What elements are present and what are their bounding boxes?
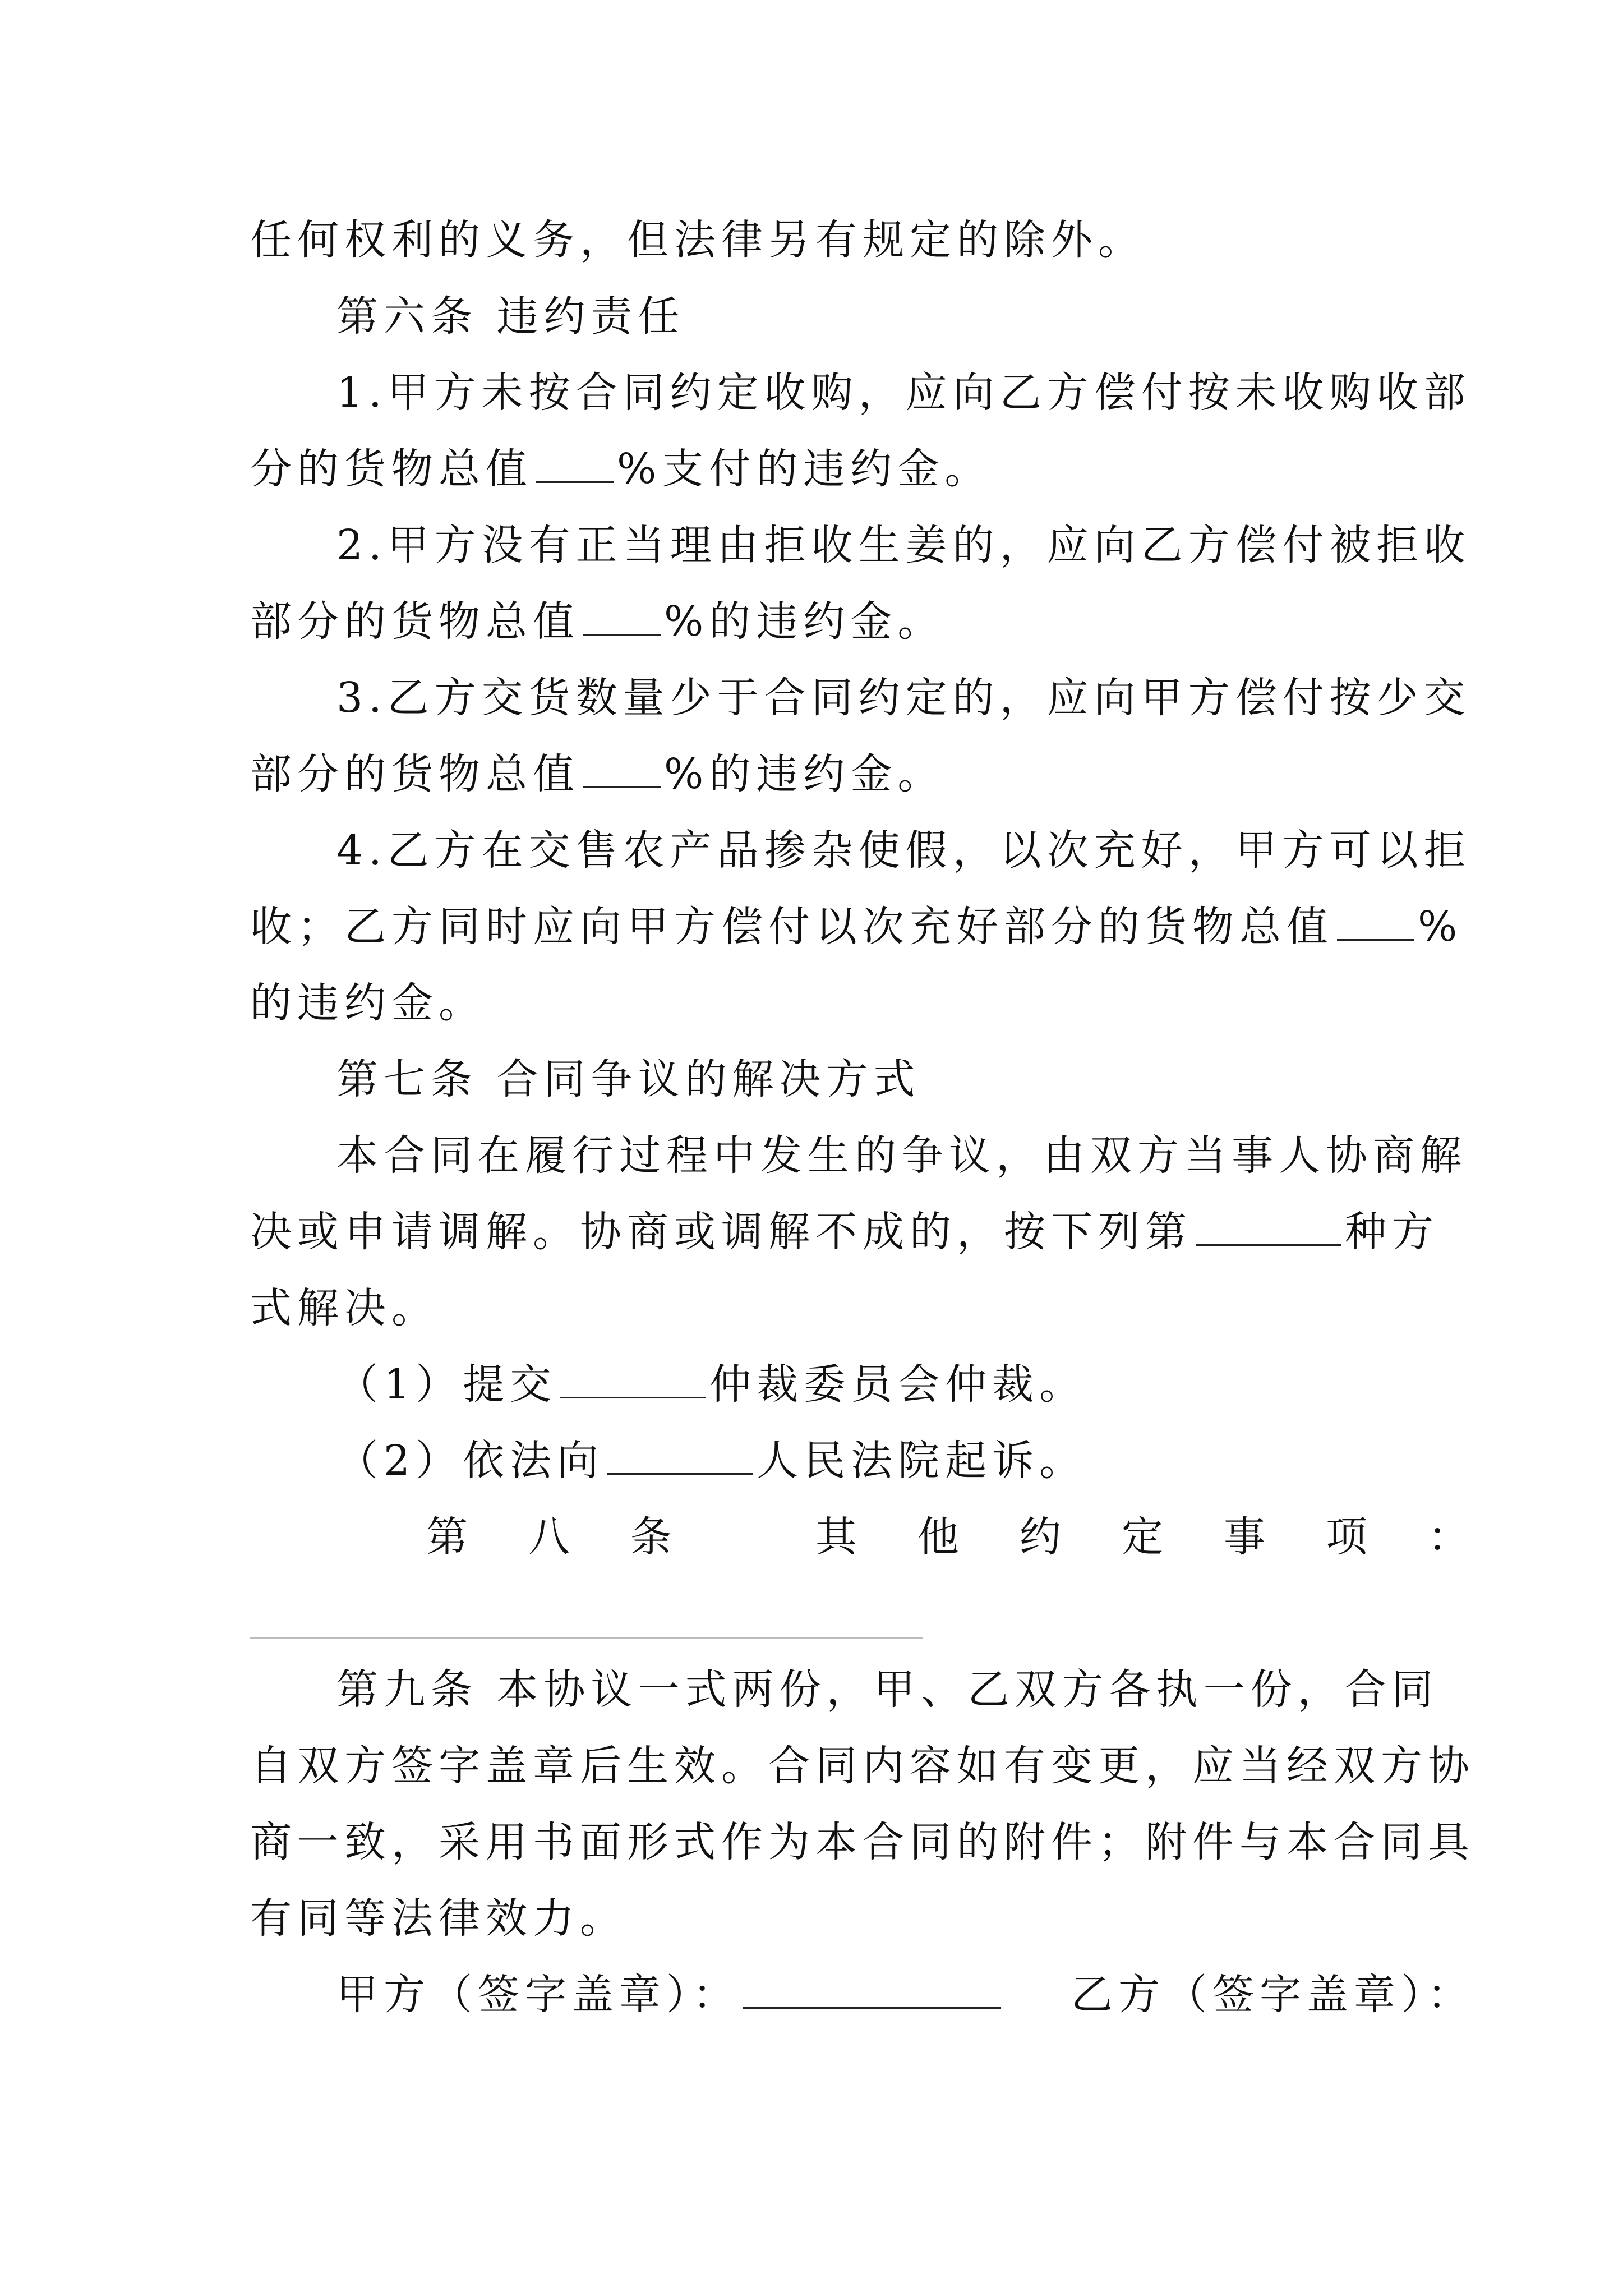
article-6-item-2-text-a: 部分的货物总值 <box>250 597 580 646</box>
article-7-text-b: 种方 <box>1345 1208 1439 1256</box>
article-6-item-2-line-b <box>250 595 944 648</box>
article-6-item-3-text-a: 部分的货物总值 <box>250 750 580 798</box>
article-6-item-4-text-a: 收；乙方同时应向甲方偿付以次充好部分的货物总值 <box>250 903 1334 951</box>
article-7-paragraph-line-b <box>250 1205 1439 1259</box>
article-7-option-2 <box>336 1434 1086 1488</box>
article-7-option-1 <box>336 1358 1086 1411</box>
article-9-line-d: 有同等法律效力。 <box>250 1894 627 1943</box>
article-9-line-b: 自双方签字盖章后生效。合同内容如有变更，应当经双方协 <box>250 1742 1475 1790</box>
article-6-item-4-line-a: 4.乙方在交售农产品掺杂使假，以次充好，甲方可以拒 <box>336 826 1471 875</box>
penalty-rate-blank-3 <box>583 747 661 788</box>
penalty-rate-blank-4 <box>1337 900 1414 941</box>
article-6-item-3-line-b <box>250 747 944 801</box>
article-7-option-1-text-a: （1）提交 <box>336 1360 557 1409</box>
article-8-blank-line <box>250 1637 923 1639</box>
continued-clause-line: 任何权利的义务，但法律另有规定的除外。 <box>250 216 1145 264</box>
article-7-paragraph-line-a: 本合同在履行过程中发生的争议，由双方当事人协商解 <box>336 1131 1467 1180</box>
article-7-text-a: 决或申请调解。协商或调解不成的，按下列第 <box>250 1208 1192 1256</box>
article-6-item-4-text-b: % <box>1418 903 1463 951</box>
article-9-line-c: 商一致，采用书面形式作为本合同的附件；附件与本合同具 <box>250 1818 1475 1866</box>
article-6-item-2-text-b: %的违约金。 <box>664 597 945 646</box>
dispute-method-blank <box>1196 1205 1341 1246</box>
article-6-item-1-line-b <box>250 442 992 496</box>
article-6-item-1-text-b: %支付的违约金。 <box>617 445 992 493</box>
article-6-item-4-line-c: 的违约金。 <box>250 979 486 1027</box>
article-6-item-2-line-a: 2.甲方没有正当理由拒收生姜的，应向乙方偿付被拒收 <box>336 521 1471 569</box>
signature-party-b-label: 乙方（签字盖章）： <box>1071 1971 1474 2019</box>
signature-party-a <box>336 1968 1004 2022</box>
article-7-paragraph-line-c: 式解决。 <box>250 1284 439 1332</box>
article-7-option-2-text-b: 人民法院起诉。 <box>757 1437 1087 1485</box>
article-6-item-1-line-a: 1.甲方未按合同约定收购，应向乙方偿付按未收购收部 <box>336 369 1471 417</box>
article-6-title: 第六条 违约责任 <box>336 292 685 341</box>
article-8-title-b: 其他约定事项： <box>815 1513 1530 1561</box>
article-6-item-3-text-b: %的违约金。 <box>664 750 945 798</box>
article-8-title-a: 第八条 <box>426 1513 732 1561</box>
article-6-item-3-line-a: 3.乙方交货数量少于合同约定的，应向甲方偿付按少交 <box>336 674 1471 722</box>
penalty-rate-blank-1 <box>536 442 614 483</box>
arbitration-committee-blank <box>560 1358 706 1398</box>
signature-party-a-blank <box>743 1968 1001 2009</box>
penalty-rate-blank-2 <box>583 595 661 636</box>
article-7-option-2-text-a: （2）依法向 <box>336 1437 605 1485</box>
article-7-option-1-text-b: 仲裁委员会仲裁。 <box>709 1360 1087 1409</box>
court-name-blank <box>607 1434 753 1475</box>
article-9-line-a: 第九条 本协议一式两份，甲、乙双方各执一份，合同 <box>336 1665 1439 1714</box>
article-6-item-1-text-a: 分的货物总值 <box>250 445 533 493</box>
signature-party-a-label: 甲方（签字盖章）： <box>336 1971 740 2019</box>
article-7-title: 第七条 合同争议的解决方式 <box>336 1055 921 1103</box>
article-6-item-4-line-b <box>250 900 1463 954</box>
